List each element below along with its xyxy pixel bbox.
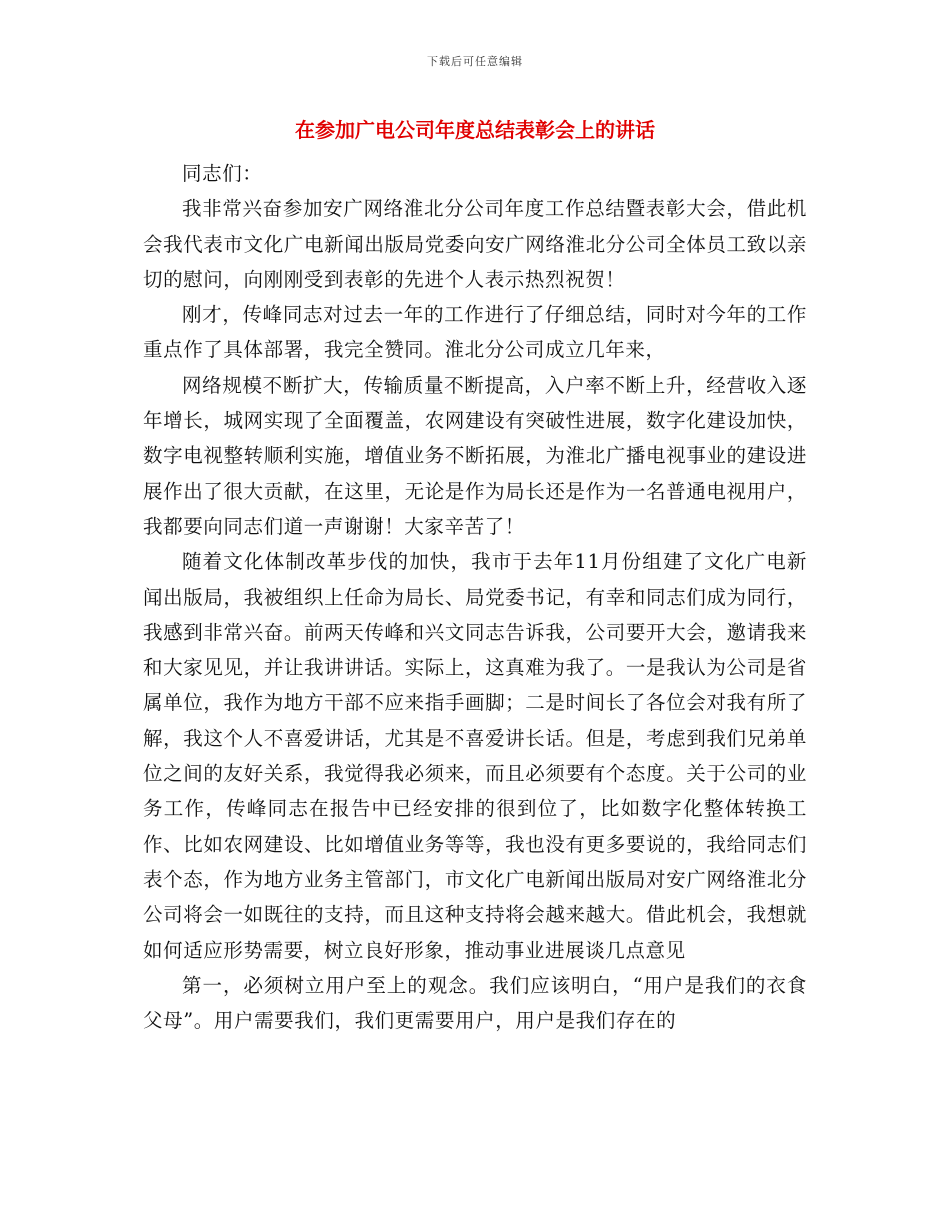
paragraph: 网络规模不断扩大，传输质量不断提高，入户率不断上升，经营收入逐年增长，城网实现了全面覆盖，农网建设有突破性进展，数字化建设加快，数字电视整转顺利实施，增值业务不断拓展，为淮北广播电视事业的建设进展作出了很大贡献，在这里，无论是作为局长还是作为一名普通电视用户，我都要向同志们道一声谢谢！大家辛苦了！ — [143, 373, 807, 538]
paragraph: 随着文化体制改革步伐的加快，我市于去年11月份组建了文化广电新闻出版局，我被组织上任命为局长、局党委书记，有幸和同志们成为同行，我感到非常兴奋。前两天传峰和兴文同志告诉我，公司要开大会，邀请我来和大家见见，并让我讲讲话。实际上，这真难为我了。一是我认为公司是省属单位，我作为地方干部不应来指手画脚；二是时间长了各位会对我有所了解，我这个人不喜爱讲话，尤其是不喜爱讲长话。但是，考虑到我们兄弟单位之间的友好关系，我觉得我必须来，而且必须要有个态度。关于公司的业务工作，传峰同志在报告中已经安排的很到位了，比如数字化整体转换工作、比如农网建设、比如增值业务等等，我也没有更多要说的，我给同志们表个态，作为地方业务主管部门，市文化广电新闻出版局对安广网络淮北分公司将会一如既往的支持，而且这种支持将会越来越大。借此机会，我想就如何适应形势需要，树立良好形象，推动事业进展谈几点意见 — [143, 550, 807, 962]
header-note: 下载后可任意编辑 — [427, 55, 523, 68]
paragraph: 我非常兴奋参加安广网络淮北分公司年度工作总结暨表彰大会，借此机会我代表市文化广电新闻出版局党委向安广网络淮北分公司全体员工致以亲切的慰问，向刚刚受到表彰的先进个人表示热烈祝贺！ — [143, 197, 807, 291]
paragraph: 第一，必须树立用户至上的观念。我们应该明白，“用户是我们的衣食父母”。用户需要我们，我们更需要用户，用户是我们存在的 — [143, 973, 807, 1033]
document-body — [143, 156, 807, 1038]
document-title: 在参加广电公司年度总结表彰会上的讲话 — [295, 118, 655, 142]
paragraph-salutation: 同志们： — [182, 162, 263, 185]
paragraph: 刚才，传峰同志对过去一年的工作进行了仔细总结，同时对今年的工作重点作了具体部署，我完全赞同。淮北分公司成立几年来， — [143, 303, 807, 362]
